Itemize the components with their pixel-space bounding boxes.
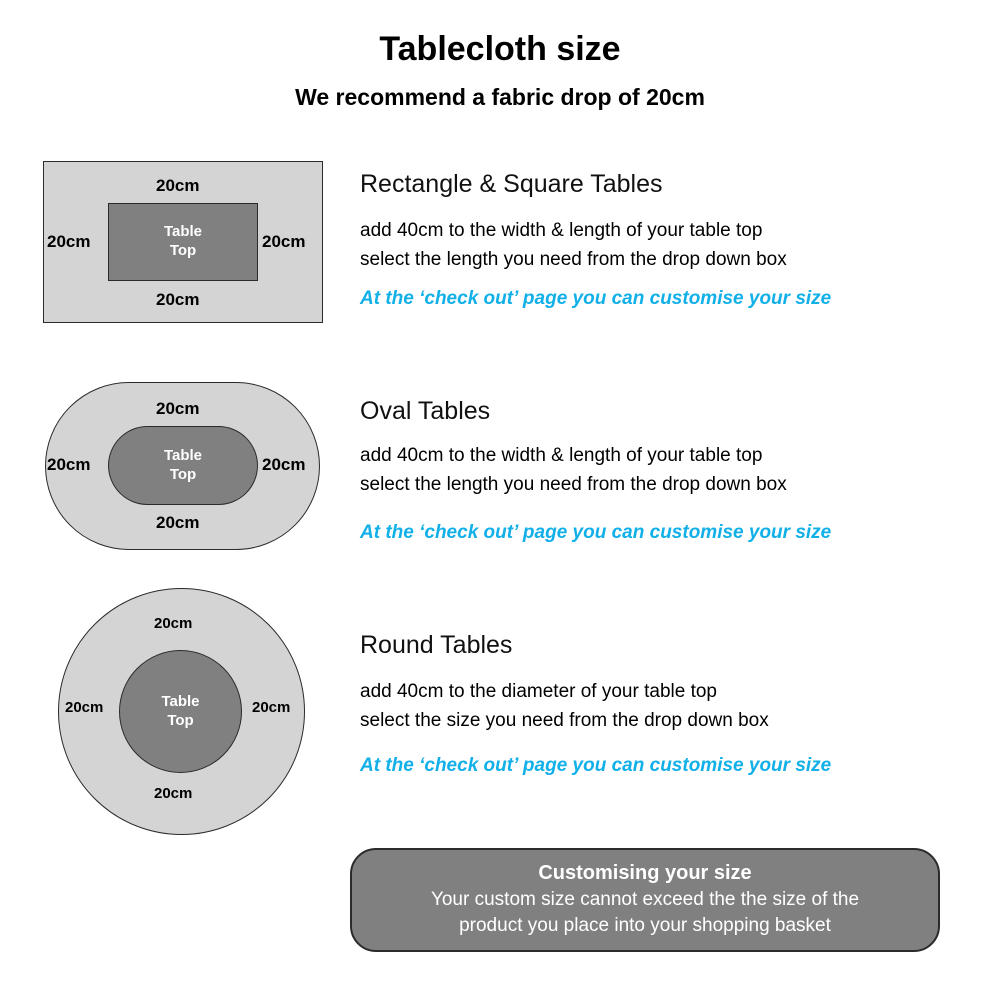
table-top-label-line2: Top [167, 711, 194, 729]
oval-table-top [108, 426, 258, 505]
page-title: Tablecloth size [379, 30, 621, 68]
round-dim-right: 20cm [252, 699, 291, 716]
table-top-label-line2: Top [169, 465, 197, 483]
table-top-label-line1: Table [161, 692, 200, 710]
oval-section-line2: select the length you need from the drop down box [360, 474, 787, 495]
rectangle-section-line1: add 40cm to the width & length of your table top [360, 220, 763, 241]
oval-section-note: At the ‘check out’ page you can customise your size [360, 522, 832, 543]
rectangle-section-heading: Rectangle & Square Tables [360, 170, 663, 198]
rectangle-dim-right: 20cm [262, 232, 306, 251]
oval-dim-left: 20cm [47, 455, 91, 474]
round-dim-top: 20cm [154, 615, 193, 632]
rectangle-table-top [108, 203, 258, 281]
round-dim-bottom: 20cm [154, 785, 193, 802]
oval-section-line1: add 40cm to the width & length of your table top [360, 445, 763, 466]
rectangle-section-note: At the ‘check out’ page you can customise your size [360, 288, 832, 309]
table-top-label-line2: Top [169, 242, 197, 259]
oval-dim-bottom: 20cm [156, 513, 200, 532]
oval-dim-top: 20cm [156, 399, 200, 418]
callout-title: Customising your size [538, 862, 752, 884]
table-top-label-line1: Table [163, 446, 203, 464]
rectangle-dim-left: 20cm [47, 232, 91, 251]
callout-line2: product you place into your shopping basket [459, 914, 831, 936]
rectangle-dim-top: 20cm [156, 176, 200, 195]
round-section-heading: Round Tables [360, 631, 513, 659]
callout-line1: Your custom size cannot exceed the the size of the [430, 889, 860, 910]
round-table-top [119, 650, 242, 773]
rectangle-section-line2: select the length you need from the drop down box [360, 249, 787, 270]
table-top-label-line1: Table [163, 223, 203, 241]
round-section-line1: add 40cm to the diameter of your table top [360, 681, 717, 702]
oval-section-heading: Oval Tables [360, 397, 491, 425]
rectangle-dim-bottom: 20cm [156, 290, 200, 309]
round-section-note: At the ‘check out’ page you can customise your size [360, 755, 832, 776]
round-dim-left: 20cm [65, 699, 104, 716]
oval-dim-right: 20cm [262, 455, 306, 474]
round-section-line2: select the size you need from the drop down box [360, 710, 769, 731]
page-subtitle: We recommend a fabric drop of 20cm [295, 84, 705, 110]
customising-callout [350, 848, 940, 952]
